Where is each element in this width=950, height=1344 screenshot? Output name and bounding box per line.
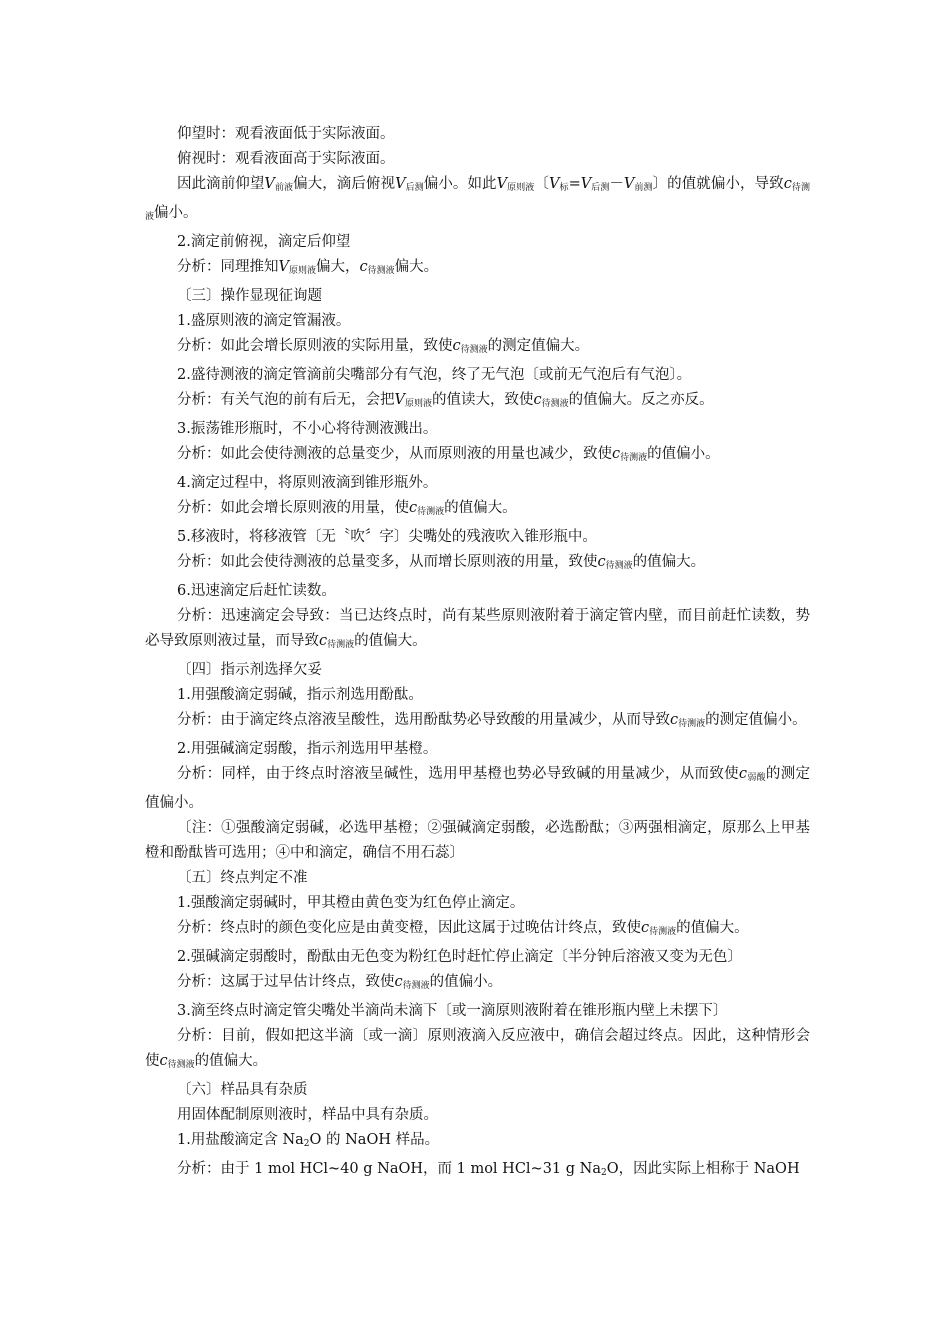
text-line bbox=[145, 388, 810, 417]
text-segment: 的值偏大。反之亦反。 bbox=[568, 392, 714, 408]
subscript-text: 2 bbox=[601, 1168, 607, 1178]
subscript-text: 待测液 bbox=[145, 183, 810, 222]
subscript-text: 2 bbox=[303, 1139, 310, 1149]
text-segment: 分析：同样，由于终点时溶液呈碱性，选用甲基橙也势必导致碱的用量减少，从而致使 bbox=[177, 766, 739, 782]
text-segment: 〔四〕指示剂选择欠妥 bbox=[177, 662, 322, 678]
text-line bbox=[145, 284, 810, 309]
text-line bbox=[145, 363, 810, 388]
text-segment: 的值偏大。 bbox=[444, 500, 517, 516]
subscript-text: 前液 bbox=[274, 183, 294, 193]
text-line bbox=[145, 579, 810, 604]
variable-symbol: c bbox=[533, 392, 542, 408]
text-segment: 的值偏小。 bbox=[429, 974, 503, 990]
text-segment: 的测定值偏小。 bbox=[705, 712, 807, 728]
variable-symbol: c bbox=[409, 500, 418, 516]
text-segment: 5.移液时，将移液管〔无〝吹〞字〕尖嘴处的残液吹入锥形瓶中。 bbox=[177, 529, 597, 545]
text-line bbox=[145, 762, 810, 816]
text-segment: 1.强酸滴定弱碱时，甲其橙由黄色变为红色停止滴定。 bbox=[177, 895, 525, 911]
text-line bbox=[145, 916, 810, 945]
text-line bbox=[145, 230, 810, 255]
text-line bbox=[145, 1024, 810, 1078]
subscript-text: 待测液 bbox=[620, 453, 648, 463]
text-line bbox=[145, 604, 810, 658]
text-segment: 偏大，滴后俯视 bbox=[293, 176, 396, 192]
text-line bbox=[145, 999, 810, 1024]
text-segment: 偏小。 bbox=[154, 205, 198, 221]
text-segment: 因此滴前仰望 bbox=[177, 176, 265, 192]
text-line bbox=[145, 970, 810, 999]
text-segment: 分析：由于 1 mol HCl~40 g NaOH，而 1 mol HCl~31 g Na bbox=[177, 1161, 601, 1177]
text-segment: 俯视时：观看液面高于实际液面。 bbox=[177, 151, 395, 167]
text-segment: 3.振荡锥形瓶时，不小心将待测液溅出。 bbox=[177, 421, 438, 437]
text-segment: 用固体配制原则液时，样品中具有杂质。 bbox=[177, 1107, 438, 1123]
text-segment: 1.用强酸滴定弱碱，指示剂选用酚酞。 bbox=[177, 687, 423, 703]
text-line bbox=[145, 1078, 810, 1103]
text-segment: － bbox=[609, 176, 624, 192]
subscript-text: 前测 bbox=[634, 183, 653, 193]
variable-symbol: c bbox=[452, 338, 461, 354]
text-line bbox=[145, 442, 810, 471]
variable-symbol: c bbox=[783, 176, 792, 192]
variable-symbol: c bbox=[597, 554, 606, 570]
text-segment: 仰望时：观看液面低于实际液面。 bbox=[177, 126, 395, 142]
text-line bbox=[145, 737, 810, 762]
text-line bbox=[145, 866, 810, 891]
text-line bbox=[145, 1157, 810, 1186]
text-segment: 分析：这属于过早估计终点，致使 bbox=[177, 974, 395, 990]
text-line bbox=[145, 1103, 810, 1128]
variable-symbol: V bbox=[496, 176, 508, 192]
text-segment: 偏大。 bbox=[394, 259, 439, 275]
text-line bbox=[145, 945, 810, 970]
text-line bbox=[145, 550, 810, 579]
text-line bbox=[145, 683, 810, 708]
text-segment: 的测定值偏小。 bbox=[145, 766, 810, 811]
text-segment: 的值读大，致使 bbox=[432, 392, 534, 408]
text-segment: 分析：终点时的颜色变化应是由黄变橙，因此这属于过晚估计终点，致使 bbox=[177, 920, 641, 936]
text-segment: 分析：同理推知 bbox=[177, 259, 279, 275]
text-line bbox=[145, 525, 810, 550]
variable-symbol: c bbox=[359, 259, 368, 275]
text-segment: 2.盛待测液的滴定管滴前尖嘴部分有气泡，终了无气泡〔或前无气泡后有气泡〕。 bbox=[177, 367, 692, 383]
subscript-text: 待测液 bbox=[417, 507, 445, 517]
text-line bbox=[145, 172, 810, 230]
variable-symbol: c bbox=[612, 446, 621, 462]
variable-symbol: V bbox=[548, 176, 560, 192]
variable-symbol: V bbox=[394, 392, 405, 408]
text-segment: 〔三〕操作显现征询题 bbox=[177, 288, 322, 304]
text-segment: 2.用强碱滴定弱酸，指示剂选用甲基橙。 bbox=[177, 741, 438, 757]
text-line bbox=[145, 309, 810, 334]
text-segment: 的测定值偏大。 bbox=[487, 338, 590, 354]
text-line bbox=[145, 708, 810, 737]
subscript-text: 待测液 bbox=[605, 561, 633, 571]
text-line bbox=[145, 417, 810, 442]
subscript-text: 后测 bbox=[591, 183, 610, 193]
subscript-text: 标 bbox=[559, 183, 569, 193]
text-segment: O 的 NaOH 样品。 bbox=[309, 1132, 440, 1148]
text-segment: 分析：由于滴定终点溶液呈酸性，选用酚酞势必导致酸的用量减少，从而导致 bbox=[177, 712, 670, 728]
text-segment: 〔注：①强酸滴定弱碱，必选甲基橙；②强碱滴定弱酸，必选酚酞；③两强相滴定，原那么上甲基橙和酚酞皆可选用；④中和滴定，确信不用石蕊〕 bbox=[145, 820, 810, 861]
subscript-text: 待测液 bbox=[167, 1060, 195, 1070]
subscript-text: 待测液 bbox=[367, 266, 395, 276]
subscript-text: 原则液 bbox=[404, 399, 432, 409]
text-segment: 〔 bbox=[534, 176, 549, 192]
text-segment: 〕的值就偏小，导致 bbox=[652, 176, 784, 192]
text-segment: 4.滴定过程中，将原则液滴到锥形瓶外。 bbox=[177, 475, 438, 491]
text-segment: 1.用盐酸滴定含 Na bbox=[177, 1132, 304, 1148]
subscript-text: 原则液 bbox=[507, 183, 535, 193]
text-segment: 偏大， bbox=[316, 259, 360, 275]
subscript-text: 待测液 bbox=[327, 640, 355, 650]
text-segment: 偏小。如此 bbox=[423, 176, 497, 192]
text-segment: 分析：如此会增长原则液的用量，使 bbox=[177, 500, 409, 516]
text-segment: 分析：有关气泡的前有后无，会把 bbox=[177, 392, 395, 408]
text-line bbox=[145, 122, 810, 147]
text-segment: 1.盛原则液的滴定管漏液。 bbox=[177, 313, 351, 329]
text-segment: = bbox=[568, 176, 581, 192]
text-segment: 3.滴至终点时滴定管尖嘴处半滴尚未滴下〔或一滴原则液附着在锥形瓶内壁上未摆下〕 bbox=[177, 1003, 728, 1019]
text-segment: 的值偏大。 bbox=[354, 633, 427, 649]
text-segment: 分析：如此会使待测液的总量变多，从而增长原则液的用量，致使 bbox=[177, 554, 598, 570]
text-segment: 的值偏大。 bbox=[194, 1053, 268, 1069]
text-segment: 〔五〕终点判定不准 bbox=[177, 870, 308, 886]
text-segment: 2.滴定前俯视，滴定后仰望 bbox=[177, 234, 351, 250]
variable-symbol: V bbox=[264, 176, 275, 192]
text-segment: 分析：如此会使待测液的总量变少，从而原则液的用量也减少，致使 bbox=[177, 446, 612, 462]
text-line bbox=[145, 255, 810, 284]
subscript-text: 待测液 bbox=[460, 345, 488, 355]
document-body bbox=[145, 122, 810, 1186]
variable-symbol: c bbox=[738, 766, 748, 782]
text-line bbox=[145, 496, 810, 525]
variable-symbol: V bbox=[395, 176, 406, 192]
text-segment: 分析：如此会增长原则液的实际用量，致使 bbox=[177, 338, 453, 354]
variable-symbol: V bbox=[623, 176, 635, 192]
variable-symbol: c bbox=[670, 712, 679, 728]
subscript-text: 待测液 bbox=[649, 927, 677, 937]
text-segment: 的值偏小。 bbox=[647, 446, 720, 462]
variable-symbol: V bbox=[278, 259, 289, 275]
text-segment: 6.迅速滴定后赶忙读数。 bbox=[177, 583, 336, 599]
text-line bbox=[145, 471, 810, 496]
text-segment: 分析：迅速滴定会导致：当已达终点时，尚有某些原则液附着于滴定管内壁，而目前赶忙读数，势必导致原则液过量，而导致 bbox=[145, 608, 810, 649]
text-segment: 分析：目前，假如把这半滴〔或一滴〕原则液滴入反应液中，确信会超过终点。因此，这种情形会使 bbox=[145, 1028, 810, 1069]
variable-symbol: c bbox=[319, 633, 328, 649]
subscript-text: 待测液 bbox=[541, 399, 569, 409]
text-line bbox=[145, 334, 810, 363]
text-segment: 的值偏大。 bbox=[632, 554, 706, 570]
subscript-text: 原则液 bbox=[288, 266, 316, 276]
text-line bbox=[145, 891, 810, 916]
subscript-text: 待测液 bbox=[678, 719, 706, 729]
subscript-text: 待测液 bbox=[402, 981, 430, 991]
text-line bbox=[145, 147, 810, 172]
text-line bbox=[145, 816, 810, 866]
subscript-text: 弱酸 bbox=[747, 773, 766, 783]
text-segment: 〔六〕样品具有杂质 bbox=[177, 1082, 308, 1098]
text-line bbox=[145, 1128, 810, 1157]
variable-symbol: V bbox=[580, 176, 592, 192]
subscript-text: 后测 bbox=[405, 183, 424, 193]
variable-symbol: c bbox=[641, 920, 650, 936]
variable-symbol: c bbox=[394, 974, 403, 990]
text-segment: O，因此实际上相称于 NaOH bbox=[606, 1161, 800, 1177]
text-line bbox=[145, 658, 810, 683]
text-segment: 2.强碱滴定弱酸时，酚酞由无色变为粉红色时赶忙停止滴定〔半分钟后溶液又变为无色〕 bbox=[177, 949, 742, 965]
text-segment: 的值偏大。 bbox=[676, 920, 749, 936]
variable-symbol: c bbox=[159, 1053, 168, 1069]
